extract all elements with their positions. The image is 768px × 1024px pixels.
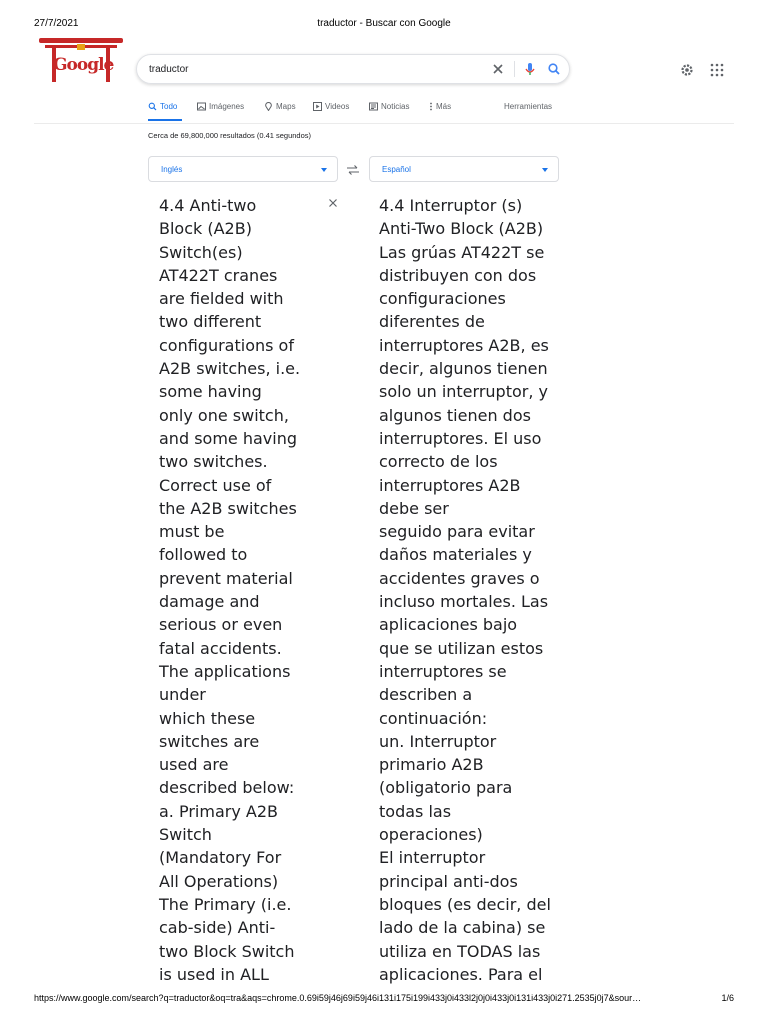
source-language-label: Inglés bbox=[161, 165, 183, 174]
tab-mas[interactable] bbox=[429, 102, 451, 111]
chevron-down-icon bbox=[542, 168, 548, 172]
translated-text: 4.4 Interruptor (s) Anti-Two Block (A2B) Las grúas AT422T se distribuyen con dos configuraciones diferentes de interruptores A2B, es decir, algunos tienen solo un interruptor, y algunos tienen dos interruptores. El uso correcto de los interruptores A2B debe ser seguido para evitar daños materiales y accidentes graves o incluso mortales. Las aplicaciones bajo que se utilizan estos interruptores se describen a continuación: un. Interruptor primario A2B (obligatorio para todas las operaciones) El interruptor principal anti-dos bloques (es decir, del lado de la cabina) se utiliza en TODAS las aplicaciones. Para el bbox=[379, 196, 551, 984]
tab-label: Más bbox=[436, 102, 452, 111]
print-page-title: traductor - Buscar con Google bbox=[317, 18, 451, 29]
news-icon bbox=[369, 102, 378, 111]
tab-imagenes[interactable] bbox=[197, 102, 244, 111]
logo-text: Google bbox=[53, 55, 114, 75]
play-icon bbox=[313, 102, 322, 111]
tab-label: Todo bbox=[160, 102, 178, 111]
tab-label: Maps bbox=[276, 102, 296, 111]
print-url: https://www.google.com/search?q=traductor&oq=tra&aqs=chrome.0.69i59j46j69i59j46i131i175i199i433j0i433l2j0j0i433j0i131i433j0i271.2535j0j7&sour… bbox=[34, 993, 642, 1003]
search-divider bbox=[514, 61, 515, 77]
tab-maps[interactable] bbox=[264, 102, 296, 111]
more-vert-icon bbox=[429, 102, 433, 111]
tab-label: Videos bbox=[325, 102, 350, 111]
tab-label: Noticias bbox=[381, 102, 410, 111]
print-date: 27/7/2021 bbox=[34, 18, 79, 29]
active-tab-indicator bbox=[148, 119, 182, 121]
header-divider bbox=[34, 123, 734, 124]
swap-languages-icon[interactable] bbox=[346, 163, 360, 175]
search-input[interactable] bbox=[149, 61, 469, 77]
tab-videos[interactable] bbox=[313, 102, 349, 111]
search-icon[interactable] bbox=[545, 60, 563, 78]
close-icon[interactable] bbox=[489, 60, 507, 78]
target-language-select[interactable] bbox=[369, 156, 559, 182]
apps-grid-icon[interactable] bbox=[709, 62, 725, 78]
image-icon bbox=[197, 102, 206, 111]
tab-todo[interactable] bbox=[148, 102, 177, 111]
source-text-area[interactable]: 4.4 Anti-two Block (A2B) Switch(es) AT422T cranes are fielded with two different configurations of A2B switches, i.e. some having only one switch, and some having two switches. Correct use of the A2B switches must be followed to prevent material damage and serious or even fatal accidents. The applications under which these switches are used are described below: a. Primary A2B Switch (Mandatory For All Operations) The Primary (i.e. cab-side) Anti- two Block Switch is used in ALL bbox=[159, 196, 301, 984]
search-box[interactable] bbox=[136, 54, 570, 84]
pin-icon bbox=[264, 102, 273, 111]
google-doodle-logo[interactable] bbox=[37, 38, 125, 84]
tools-button[interactable] bbox=[504, 102, 552, 111]
search-icon bbox=[148, 102, 157, 111]
print-page-number: 1/6 bbox=[721, 993, 734, 1003]
target-language-label: Español bbox=[382, 165, 411, 174]
mic-icon[interactable] bbox=[521, 60, 539, 78]
chevron-down-icon bbox=[321, 168, 327, 172]
source-language-select[interactable] bbox=[148, 156, 338, 182]
close-icon[interactable] bbox=[326, 196, 340, 210]
tools-label: Herramientas bbox=[504, 102, 553, 111]
gear-icon[interactable] bbox=[679, 62, 695, 78]
tab-noticias[interactable] bbox=[369, 102, 409, 111]
results-count: Cerca de 69,800,000 resultados (0.41 segundos) bbox=[148, 131, 312, 140]
tab-label: Imágenes bbox=[209, 102, 245, 111]
